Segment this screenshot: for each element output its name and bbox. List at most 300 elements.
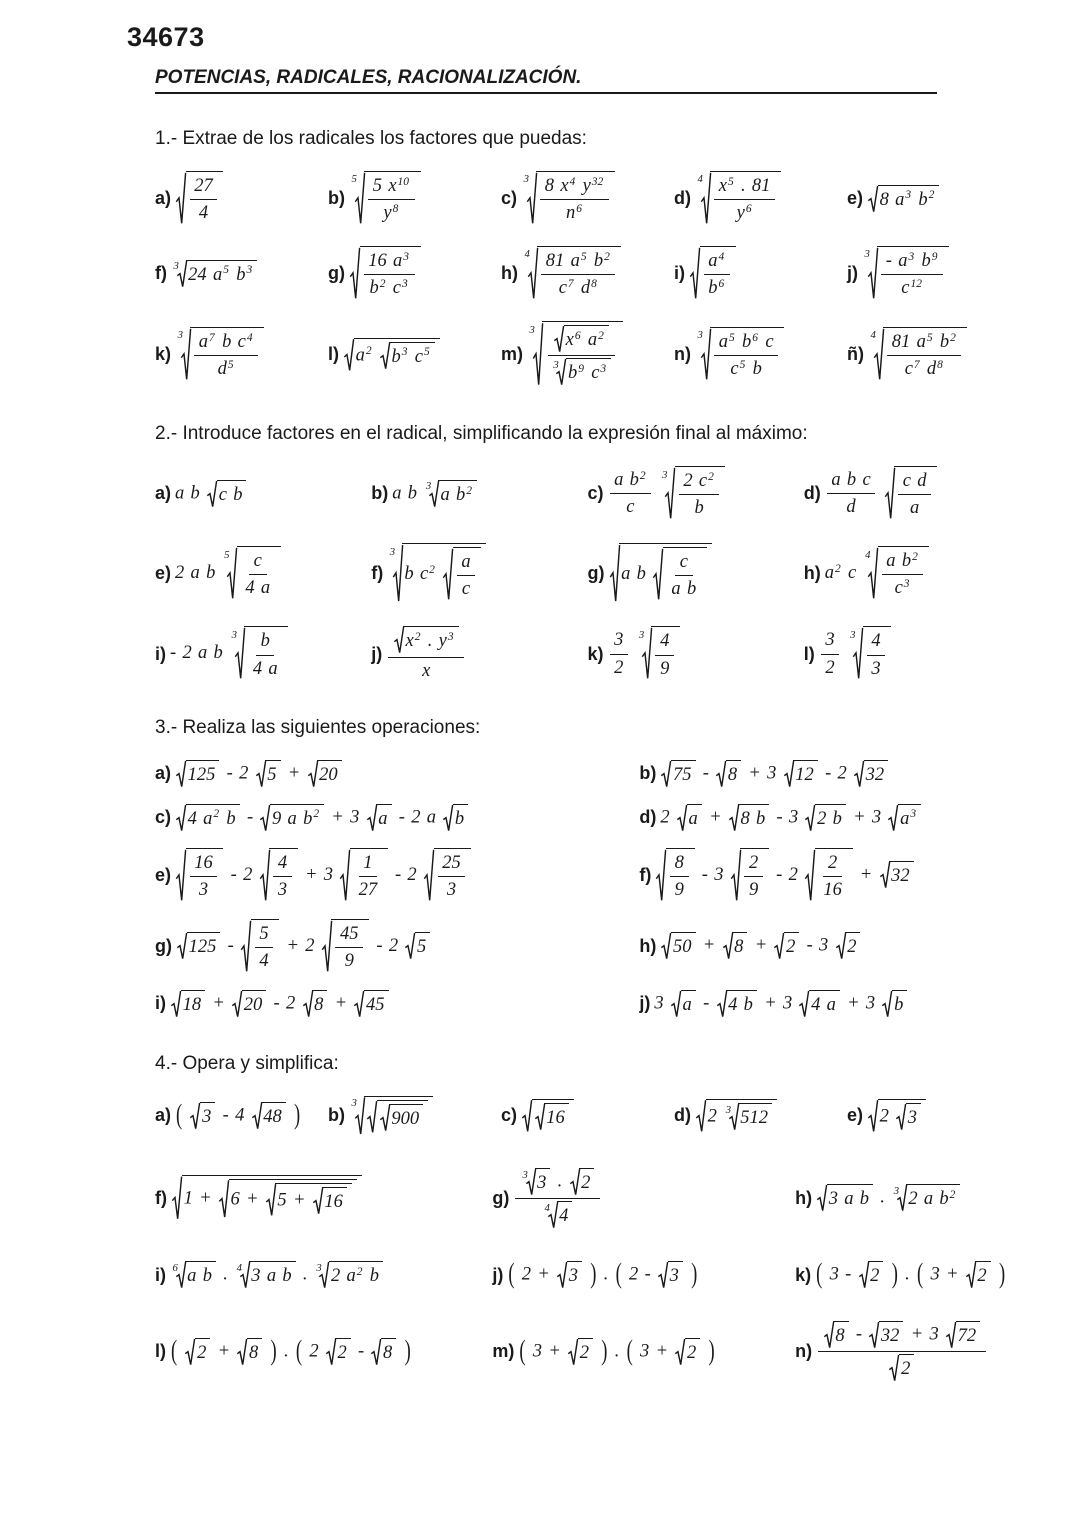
math-expression: 2 3 512: [695, 1098, 778, 1134]
exercise-item-d: [804, 465, 1020, 522]
radical-sign-icon: [882, 990, 892, 1018]
exercise-item-g: [328, 245, 501, 302]
exercise-item-b: [328, 170, 501, 227]
item-label: i): [155, 643, 166, 664]
math-expression: 2 a b 5 $\frac{c}{4 a}$: [175, 545, 282, 602]
math-expression: a b $\frac{c}{\text{a b}}$: [609, 542, 713, 605]
root-index: 4: [524, 248, 530, 261]
radical-sign-icon: [658, 1261, 668, 1289]
radical-sign-icon: [805, 848, 815, 903]
root-index: 3: [523, 173, 529, 186]
math-expression: 8 - 32 + 3 72 2: [816, 1320, 988, 1383]
radical-sign-icon: [405, 932, 415, 960]
exercise-item-c: [501, 170, 674, 227]
radical-sign-icon: [355, 1096, 365, 1136]
math-expression: 4 $\frac{81 a^5 b^2}{c^7 d^8}$: [522, 245, 622, 302]
radical-sign-icon: [859, 1261, 869, 1289]
root-index: 4: [865, 548, 871, 561]
radical-sign-icon: [874, 327, 884, 382]
exercise-item-j: [492, 1260, 795, 1290]
math-expression: $\frac{8}{9}$ - 3 $\frac{2}{9}$ - 2 $\frac{2}{16}$ + 32: [655, 847, 914, 904]
radical-sign-icon: [717, 990, 727, 1018]
exercise-item-i: [155, 1260, 492, 1290]
radical-sign-icon: [805, 804, 815, 832]
radical-sign-icon: [260, 848, 270, 903]
radical-sign-icon: [177, 932, 187, 960]
root-index: 3: [697, 329, 703, 342]
math-expression: 5 $\frac{5 x^{10}}{y^8}$: [349, 170, 422, 227]
radical-sign-icon: [610, 543, 620, 604]
radical-sign-icon: [367, 804, 377, 832]
radical-sign-icon: [896, 1103, 906, 1131]
exercise-item-i: [155, 625, 371, 682]
exercise-item-e: [155, 847, 639, 904]
math-expression: 4 $\frac{81 a^5 b^2}{c^7 d^8}$: [868, 326, 968, 383]
exercise-row: [155, 803, 1020, 833]
item-label: i): [155, 993, 166, 1014]
exercise-item-l: [155, 1337, 492, 1367]
item-label: g): [155, 935, 172, 956]
exercise-item-j: [847, 245, 1020, 302]
exercise-item-a: [155, 1101, 328, 1131]
radical-sign-icon: [535, 1103, 545, 1131]
math-expression: $\frac{a^4}{b^6}$: [689, 245, 737, 302]
exercise-row: [155, 245, 1020, 302]
radical-sign-icon: [527, 171, 537, 226]
exercise-row: [155, 1095, 1020, 1137]
radical-sign-icon: [326, 1338, 336, 1366]
radical-sign-icon: [181, 327, 191, 382]
paren: ): [891, 1259, 898, 1291]
item-label: d): [639, 807, 657, 828]
math-expression: 1 + 6 + 5 + 16: [171, 1174, 363, 1222]
radical-sign-icon: [868, 185, 878, 213]
exercise-item-b: [639, 759, 1020, 789]
radical-sign-icon: [665, 466, 675, 521]
radical-sign-icon: [799, 990, 809, 1018]
item-label: a): [155, 763, 172, 784]
root-index: 4: [870, 329, 876, 342]
item-label: i): [674, 263, 685, 284]
radical-sign-icon: [319, 1261, 329, 1289]
root-index: 3: [638, 628, 645, 641]
exercise-item-a: [155, 479, 371, 509]
math-expression: ( 3 - 2 ) . ( 3 + 2 ): [815, 1260, 1006, 1290]
radical-sign-icon: [308, 760, 318, 788]
item-label: f): [155, 1187, 167, 1208]
item-label: d): [674, 188, 691, 209]
root-index: 3: [316, 1261, 322, 1274]
paren: (: [508, 1259, 515, 1291]
radical-sign-icon: [869, 1321, 879, 1349]
radical-sign-icon: [888, 804, 898, 832]
exercise-item-h: [501, 245, 674, 302]
exercise-row: [155, 320, 1020, 389]
exercise-row: [155, 918, 1020, 975]
math-expression: 50 + 8 + 2 - 3 2: [660, 931, 861, 961]
math-expression: $\frac{16}{3}$ - 2 $\frac{4}{3}$ + 3 $\frac{1}{27}$ - 2 $\frac{25}{3}$: [175, 847, 472, 904]
math-expression: 3 b $c^2$ $\frac{a}{c}$: [387, 542, 487, 605]
exercise-row: [155, 465, 1020, 522]
exercise-item-j: [639, 989, 1020, 1019]
math-expression: ( 2 + 8 ) . ( 2 2 - 8 ): [170, 1337, 412, 1367]
exercise-item-j: [371, 625, 587, 682]
exercise-item-a: [155, 759, 639, 789]
paren: ): [590, 1259, 597, 1291]
item-label: h): [795, 1187, 813, 1208]
radical-sign-icon: [966, 1261, 976, 1289]
radical-sign-icon: [237, 1338, 247, 1366]
item-label: j): [639, 993, 651, 1014]
item-label: j): [371, 643, 383, 664]
radical-sign-icon: [185, 1338, 195, 1366]
radical-sign-icon: [235, 626, 245, 681]
radical-sign-icon: [946, 1321, 956, 1349]
math-expression: $\frac{a b^2}{c}$ 3 $\frac{2 c^2}{b}$: [608, 465, 727, 522]
radical-sign-icon: [266, 1183, 276, 1217]
exercise-item-b: [371, 479, 587, 509]
exercise-item-n: [674, 326, 847, 383]
radical-sign-icon: [252, 1102, 262, 1130]
radical-sign-icon: [729, 1103, 739, 1131]
math-expression: 3 $\frac{8 x^4 y^{32}}{n^6}$: [521, 170, 616, 227]
paren: (: [816, 1259, 823, 1291]
paren: (: [917, 1259, 924, 1291]
math-expression: 3 $\frac{- a^3 b^9}{c^{12}}$: [862, 245, 950, 302]
math-expression: $\frac{3}{2}$ 3 $\frac{4}{3}$: [819, 625, 892, 682]
root-index: 5: [351, 173, 357, 186]
radical-sign-icon: [528, 246, 538, 301]
item-label: b): [371, 483, 389, 504]
exercise-row: [155, 989, 1020, 1019]
document-code: 34673: [127, 22, 205, 52]
item-label: b): [328, 1105, 345, 1126]
paren: ): [404, 1336, 411, 1368]
radical-sign-icon: [176, 848, 186, 903]
item-label: g): [492, 1187, 510, 1208]
item-label: e): [155, 864, 172, 885]
radical-sign-icon: [701, 327, 711, 382]
item-label: l): [328, 344, 339, 365]
item-label: e): [155, 563, 172, 584]
section-4-items: [155, 1095, 1020, 1383]
item-label: g): [328, 263, 345, 284]
paren: (: [171, 1336, 178, 1368]
math-expression: 4 $a^2$ b - 9 a $b^2 + 3$ a - 2 a b: [175, 803, 469, 833]
radical-sign-icon: [701, 171, 711, 226]
math-expression: a b c b: [175, 479, 247, 509]
root-index: 3: [522, 1168, 528, 1181]
exercise-item-m: [492, 1337, 795, 1367]
radical-sign-icon: [522, 1099, 532, 1133]
exercise-item-c: [501, 1098, 674, 1134]
math-expression: 2 a + 8 b - 3 2 b + 3 $a^3$: [660, 803, 922, 833]
radical-sign-icon: [690, 246, 700, 301]
root-index: 3: [529, 324, 535, 337]
radical-sign-icon: [661, 760, 671, 788]
math-expression: 2 3: [867, 1098, 927, 1134]
math-expression: 3 3 . 2 4 4: [513, 1167, 602, 1230]
item-label: e): [847, 1105, 864, 1126]
radical-sign-icon: [885, 466, 895, 521]
exercise-item-ñ: [847, 326, 1020, 383]
exercise-row: [155, 170, 1020, 227]
radical-sign-icon: [653, 547, 663, 602]
radical-sign-icon: [868, 1099, 878, 1133]
exercise-item-f: [371, 542, 587, 605]
section-1-items: [155, 170, 1020, 389]
paren: (: [295, 1336, 303, 1368]
radical-sign-icon: [526, 1168, 536, 1196]
math-expression: 3 $x^6$ $a^2$ 3 $b^9$ $c^3$: [527, 320, 624, 389]
paren: (: [626, 1336, 633, 1368]
radical-sign-icon: [817, 1184, 827, 1212]
paren: ): [293, 1100, 301, 1132]
item-label: k): [155, 344, 172, 365]
exercise-item-l: [804, 625, 1020, 682]
exercise-item-k: [155, 326, 328, 383]
root-index: 3: [351, 1097, 357, 1110]
exercise-item-k: [795, 1260, 1020, 1290]
item-label: l): [155, 1341, 166, 1362]
radical-sign-icon: [322, 919, 332, 974]
radical-sign-icon: [731, 848, 741, 903]
radical-sign-icon: [172, 1175, 182, 1221]
radical-sign-icon: [176, 1261, 186, 1289]
radical-sign-icon: [656, 848, 666, 903]
radical-sign-icon: [429, 480, 439, 508]
exercise-item-k: [588, 625, 804, 682]
math-expression: $\frac{16 a^3}{b^2 c^3}$: [349, 245, 422, 302]
exercise-item-d: [674, 1098, 847, 1134]
radical-sign-icon: [556, 358, 566, 386]
worksheet-content: [155, 53, 1020, 1383]
item-label: ñ): [847, 344, 864, 365]
radical-sign-icon: [176, 804, 186, 832]
exercise-item-e: [155, 545, 371, 602]
math-expression: ( 3 - 4 48 ): [175, 1101, 301, 1131]
radical-sign-icon: [340, 848, 350, 903]
radical-sign-icon: [303, 990, 313, 1018]
exercise-item-c: [588, 465, 804, 522]
math-expression: 3 24 $a^5$ $b^3$: [171, 259, 258, 289]
worksheet-title: POTENCIAS, RADICALES, RACIONALIZACIÓN.: [155, 67, 937, 94]
exercise-item-f: [155, 1174, 492, 1222]
paren: ): [601, 1336, 608, 1368]
item-label: f): [371, 563, 384, 584]
radical-sign-icon: [443, 547, 453, 602]
exercise-item-i: [674, 245, 847, 302]
section-introduce-factores: [155, 423, 1020, 682]
item-label: h): [501, 263, 518, 284]
exercise-row: [155, 625, 1020, 682]
radical-sign-icon: [774, 932, 784, 960]
item-label: h): [639, 935, 657, 956]
radical-sign-icon: [868, 546, 878, 601]
item-label: k): [587, 643, 604, 664]
section-2-heading: 2.- Introduce factores en el radical, simplificando la expresión final al máximo:: [155, 423, 808, 445]
exercise-item-d: [674, 170, 847, 227]
radical-sign-icon: [240, 1261, 250, 1289]
paren: ): [998, 1259, 1006, 1291]
item-label: g): [587, 563, 605, 584]
root-index: 3: [662, 468, 668, 481]
radical-sign-icon: [176, 171, 186, 226]
item-label: c): [155, 807, 172, 828]
exercise-item-f: [639, 847, 1020, 904]
radical-sign-icon: [675, 1338, 685, 1366]
math-expression: 6 a b . 4 3 a b . 3 2 $a^2$ b: [170, 1260, 384, 1290]
root-index: 3: [177, 329, 183, 342]
math-expression: ( 2 + 3 ) . ( 2 - 3 ): [507, 1260, 698, 1290]
exercise-item-c: [155, 803, 639, 833]
item-label: c): [501, 188, 518, 209]
math-expression: 4 $\frac{x^5 . 81}{y^6}$: [695, 170, 782, 227]
radical-sign-icon: [836, 932, 846, 960]
math-expression: 3 900: [349, 1095, 434, 1137]
root-index: 5: [224, 548, 230, 561]
exercise-row: [155, 1320, 1020, 1383]
radical-sign-icon: [344, 338, 354, 372]
radical-sign-icon: [354, 990, 364, 1018]
math-expression: 125 - $\frac{5}{4}$ + 2 $\frac{45}{9}$ - 2 5: [176, 918, 431, 975]
radical-sign-icon: [394, 626, 404, 654]
exercise-item-g: [588, 542, 804, 605]
radical-sign-icon: [367, 1100, 377, 1134]
radical-sign-icon: [868, 246, 878, 301]
math-expression: - 2 a b 3 $\frac{b}{4 a}$: [170, 625, 289, 682]
item-label: b): [639, 763, 657, 784]
exercise-item-f: [155, 259, 328, 289]
root-index: 3: [864, 248, 870, 261]
item-label: b): [328, 188, 345, 209]
radical-sign-icon: [393, 543, 403, 604]
math-expression: 18 + 20 - 2 8 + 45: [170, 989, 390, 1019]
item-label: h): [803, 563, 821, 584]
radical-sign-icon: [207, 480, 217, 508]
root-index: 3: [231, 628, 237, 641]
item-label: m): [501, 344, 523, 365]
radical-sign-icon: [824, 1321, 834, 1349]
exercise-item-m: [501, 320, 674, 389]
radical-sign-icon: [696, 1099, 706, 1133]
root-index: 3: [389, 546, 396, 559]
radical-sign-icon: [380, 342, 390, 370]
paren: (: [176, 1100, 183, 1132]
paren: (: [519, 1336, 526, 1368]
item-label: f): [155, 263, 167, 284]
root-index: 3: [425, 480, 432, 493]
item-label: d): [803, 483, 821, 504]
radical-sign-icon: [256, 760, 266, 788]
item-label: f): [639, 864, 652, 885]
radical-sign-icon: [729, 804, 739, 832]
exercise-row: [155, 1167, 1020, 1230]
item-label: c): [587, 483, 604, 504]
exercise-row: [155, 1260, 1020, 1290]
root-index: 3: [173, 260, 179, 273]
radical-sign-icon: [219, 1179, 229, 1219]
item-label: l): [803, 643, 815, 664]
section-3-heading: 3.- Realiza las siguientes operaciones:: [155, 716, 481, 738]
item-label: n): [795, 1341, 813, 1362]
exercise-item-a: [155, 170, 328, 227]
radical-sign-icon: [232, 990, 242, 1018]
radical-sign-icon: [716, 760, 726, 788]
math-expression: 3 a - 4 b + 3 4 a + 3 b: [654, 989, 908, 1019]
math-expression: 3 $\frac{a^7 b c^4}{d^5}$: [175, 326, 265, 383]
section-3-items: [155, 759, 1020, 1019]
paren: ): [270, 1336, 277, 1368]
radical-sign-icon: [570, 1168, 580, 1196]
radical-sign-icon: [241, 919, 251, 974]
math-expression: $\frac{27}{4}$: [175, 170, 224, 227]
exercise-item-e: [847, 1098, 1020, 1134]
item-label: n): [674, 344, 691, 365]
item-label: i): [155, 1264, 166, 1285]
radical-sign-icon: [350, 246, 360, 301]
item-label: c): [501, 1105, 518, 1126]
section-extrae-radicales: [155, 128, 1020, 389]
root-index: 3: [725, 1103, 732, 1116]
radical-sign-icon: [671, 990, 681, 1018]
exercise-item-g: [155, 918, 639, 975]
math-expression: 125 - 2 5 + 20: [175, 759, 343, 789]
radical-sign-icon: [854, 760, 864, 788]
paren: ): [691, 1259, 698, 1291]
root-index: 6: [172, 1261, 178, 1274]
root-index: 3: [850, 628, 856, 641]
root-index: 4: [544, 1201, 550, 1214]
math-expression: 16: [521, 1098, 575, 1134]
item-label: k): [795, 1264, 812, 1285]
exercise-item-h: [795, 1183, 1020, 1213]
exercise-item-h: [804, 545, 1020, 602]
exercise-item-d: [639, 803, 1020, 833]
radical-sign-icon: [677, 804, 687, 832]
section-2-items: [155, 465, 1020, 682]
radical-sign-icon: [380, 1104, 390, 1132]
math-expression: $\frac{\text{a b c}}{d}$ $\frac{\text{c d}}{a}$: [825, 465, 938, 522]
item-label: a): [155, 1105, 172, 1126]
section-opera-simplifica: [155, 1053, 1020, 1383]
radical-sign-icon: [313, 1187, 323, 1215]
exercise-item-e: [847, 184, 1020, 214]
radical-sign-icon: [533, 321, 543, 388]
radical-sign-icon: [548, 1201, 558, 1229]
radical-sign-icon: [177, 260, 187, 288]
radical-sign-icon: [554, 325, 564, 353]
item-label: j): [492, 1264, 504, 1285]
radical-sign-icon: [661, 932, 671, 960]
exercise-item-i: [155, 989, 639, 1019]
radical-sign-icon: [171, 990, 181, 1018]
math-expression: $a^2$ c 4 $\frac{a b^2}{c^3}$: [825, 545, 931, 602]
radical-sign-icon: [176, 760, 186, 788]
radical-sign-icon: [889, 1354, 899, 1382]
radical-sign-icon: [557, 1261, 567, 1289]
paren: (: [615, 1259, 622, 1291]
radical-sign-icon: [443, 804, 453, 832]
item-label: m): [492, 1341, 515, 1362]
item-label: e): [847, 188, 864, 209]
radical-sign-icon: [424, 848, 434, 903]
math-expression: 3 a b . 3 2 a $b^2$: [816, 1183, 961, 1213]
radical-sign-icon: [853, 626, 863, 681]
radical-sign-icon: [355, 171, 365, 226]
radical-sign-icon: [897, 1184, 907, 1212]
radical-sign-icon: [784, 760, 794, 788]
